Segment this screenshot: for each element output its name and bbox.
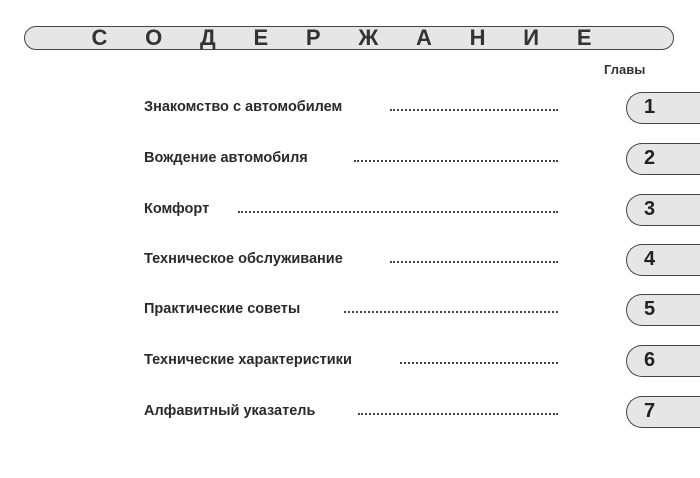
title-letter: Ж xyxy=(358,25,379,50)
title-letter: Н xyxy=(469,25,486,50)
toc-entry-4[interactable] xyxy=(144,244,700,276)
title-letter: А xyxy=(415,25,432,50)
title-letter: Р xyxy=(305,25,321,50)
toc-entry-3[interactable] xyxy=(144,194,700,226)
title-letter: И xyxy=(523,25,540,50)
toc-entry-5[interactable] xyxy=(144,294,700,326)
toc-entry-title[interactable]: Вождение автомобиля xyxy=(144,150,308,166)
title-letter: О xyxy=(145,25,163,50)
toc-entry-title[interactable]: Алфавитный указатель xyxy=(144,403,316,419)
dot-leader xyxy=(344,311,558,313)
chapter-number: 3 xyxy=(644,198,656,220)
title-letter: Е xyxy=(253,25,269,50)
chapter-number: 5 xyxy=(644,298,656,320)
chapter-number: 4 xyxy=(644,248,656,270)
chapter-number: 1 xyxy=(644,96,656,118)
chapter-tab-3[interactable] xyxy=(626,194,700,226)
dot-leader xyxy=(358,413,558,415)
title-letter: С xyxy=(91,25,108,50)
chapter-tab-5[interactable] xyxy=(626,294,700,326)
toc-entry-7[interactable] xyxy=(144,396,700,428)
title-letter: Е xyxy=(576,25,592,50)
dot-leader xyxy=(238,211,558,213)
contents-title xyxy=(92,27,592,49)
chapter-tab-1[interactable] xyxy=(626,92,700,124)
dot-leader xyxy=(354,160,558,162)
dot-leader xyxy=(400,362,558,364)
toc-entry-title[interactable]: Технические характеристики xyxy=(144,352,352,368)
chapter-tab-7[interactable] xyxy=(626,396,700,428)
toc-entry-title[interactable]: Знакомство с автомобилем xyxy=(144,99,343,115)
dot-leader xyxy=(390,261,558,263)
chapter-tab-6[interactable] xyxy=(626,345,700,377)
contents-title-bar xyxy=(24,26,674,50)
chapter-number: 7 xyxy=(644,400,656,422)
toc-entry-title[interactable]: Комфорт xyxy=(144,201,210,217)
toc-entry-title[interactable]: Техническое обслуживание xyxy=(144,251,343,267)
chapter-number: 2 xyxy=(644,147,656,169)
toc-entry-title[interactable]: Практические советы xyxy=(144,301,301,317)
toc-entry-6[interactable] xyxy=(144,345,700,377)
chapters-label: Главы xyxy=(604,62,646,77)
chapter-number: 6 xyxy=(644,349,656,371)
toc-entry-2[interactable] xyxy=(144,143,700,175)
dot-leader xyxy=(390,109,558,111)
chapter-tab-2[interactable] xyxy=(626,143,700,175)
title-letter: Д xyxy=(200,25,216,50)
toc-entry-1[interactable] xyxy=(144,92,700,124)
chapter-tab-4[interactable] xyxy=(626,244,700,276)
